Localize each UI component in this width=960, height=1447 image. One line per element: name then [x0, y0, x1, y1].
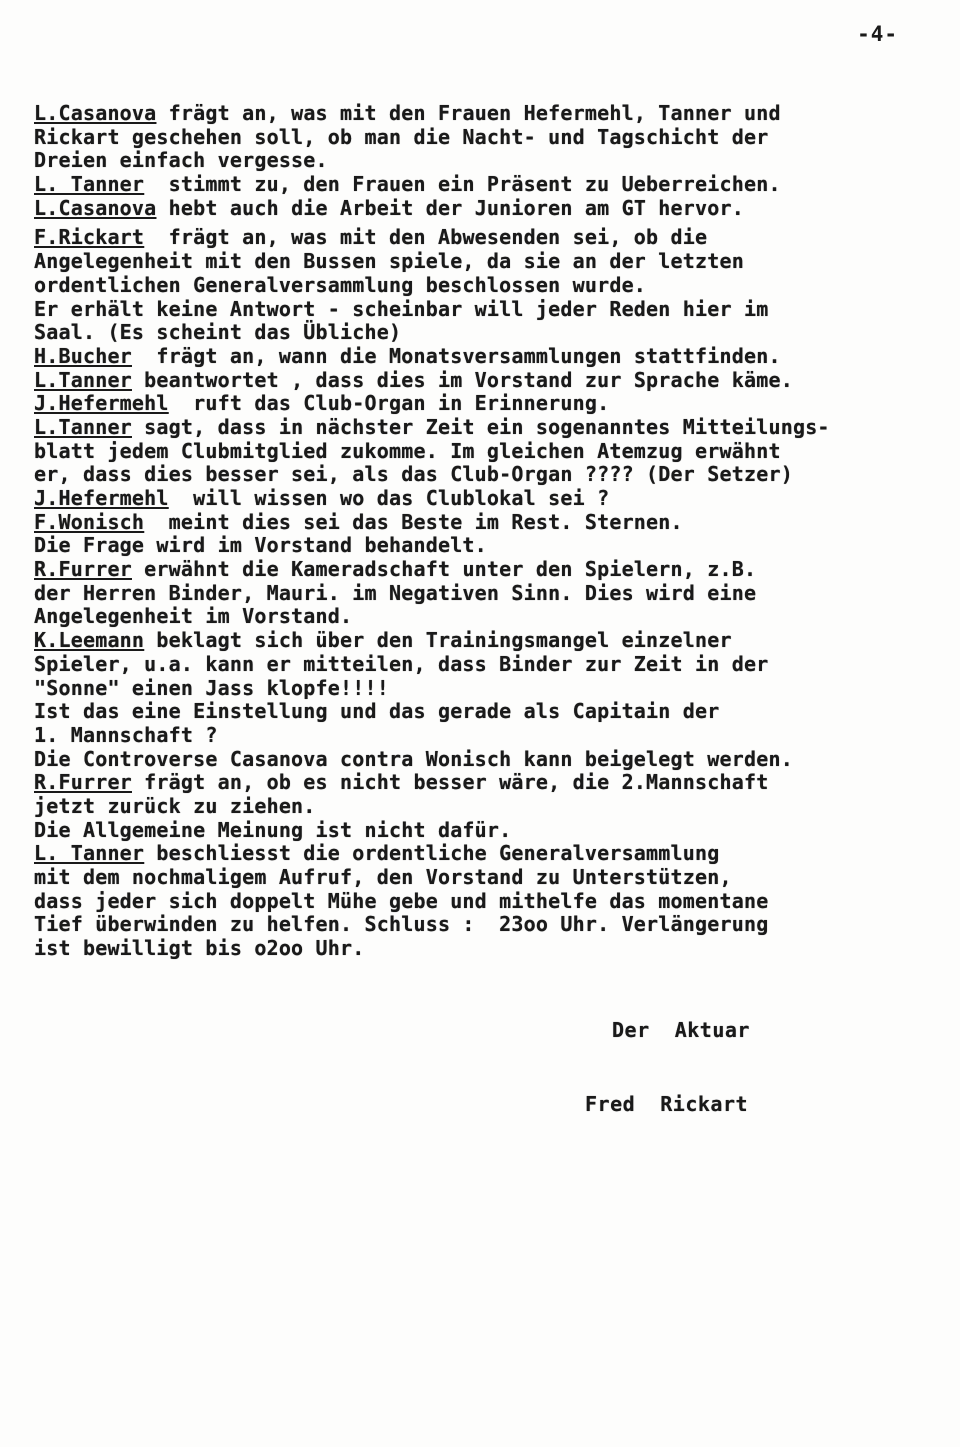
- speaker-name: L.Casanova: [34, 101, 157, 125]
- line-text: frägt an, wann die Monatsversammlungen stattfinden.: [131, 343, 781, 368]
- line-text: mit dem nochmaligem Aufruf, den Vorstand zu Unterstützen,: [34, 865, 732, 889]
- line-text: blatt jedem Clubmitglied zukomme. Im gleichen Atemzug erwähnt: [34, 438, 781, 463]
- speaker-name: L. Tanner: [34, 172, 145, 197]
- text-line: [34, 842, 934, 866]
- minutes-body: [34, 102, 934, 961]
- text-line: [34, 724, 934, 748]
- line-text: Die Frage wird im Vorstand behandelt.: [34, 533, 487, 558]
- line-text: er, dass dies besser sei, als das Club-Organ ???? (Der Setzer): [34, 462, 793, 487]
- line-text: Angelegenheit im Vorstand.: [34, 604, 353, 629]
- line-text: Ist das eine Einstellung und das gerade als Capitain der: [34, 699, 720, 724]
- text-line: [34, 102, 934, 126]
- speaker-name: H.Bucher: [34, 343, 132, 368]
- line-text: ist bewilligt bis o2oo Uhr.: [34, 936, 365, 961]
- line-text: sagt, dass in nächster Zeit ein sogenanntes Mitteilungs-: [131, 414, 830, 439]
- text-line: [34, 149, 934, 173]
- line-text: Spieler, u.a. kann er mitteilen, dass Binder zur Zeit in der: [34, 651, 769, 676]
- speaker-name: L.Tanner: [34, 367, 132, 392]
- line-text: meint dies sei das Beste im Rest. Sternen.: [144, 509, 683, 534]
- text-line: [34, 913, 934, 937]
- text-line: [34, 605, 934, 629]
- line-text: erwähnt die Kameradschaft unter den Spielern, z.B.: [131, 557, 757, 582]
- speaker-name: L. Tanner: [34, 841, 145, 866]
- text-line: [34, 653, 934, 677]
- text-line: [34, 534, 934, 558]
- text-line: [34, 890, 934, 914]
- line-text: Tief überwinden zu helfen. Schluss : 23oo Uhr. Verlängerung: [34, 912, 769, 937]
- line-text: dass jeder sich doppelt Mühe gebe und mithelfe das momentane: [34, 888, 769, 913]
- text-line: [34, 771, 934, 795]
- line-text: will wissen wo das Clublokal sei ?: [168, 486, 610, 510]
- text-line: [34, 463, 934, 487]
- line-text: stimmt zu, den Frauen ein Präsent zu Ueberreichen.: [144, 172, 781, 197]
- text-line: [34, 677, 934, 701]
- line-text: ruft das Club-Organ in Erinnerung.: [168, 391, 610, 416]
- text-line: [34, 416, 934, 440]
- speaker-name: R.Furrer: [34, 557, 132, 582]
- speaker-name: K.Leemann: [34, 628, 145, 653]
- line-text: hebt auch die Arbeit der Junioren am GT hervor.: [156, 195, 744, 220]
- speaker-name: L.Tanner: [34, 414, 132, 439]
- line-text: ordentlichen Generalversammlung beschlossen wurde.: [34, 272, 647, 297]
- line-text: jetzt zurück zu ziehen.: [34, 793, 316, 818]
- line-text: der Herren Binder, Mauri. im Negativen Sinn. Dies wird eine: [34, 580, 757, 605]
- line-text: Saal. (Es scheint das Übliche): [34, 320, 402, 345]
- line-text: 1. Mannschaft ?: [34, 722, 218, 747]
- text-line: [34, 226, 934, 250]
- speaker-name: F.Wonisch: [34, 509, 145, 534]
- text-line: [34, 700, 934, 724]
- text-line: [34, 748, 934, 772]
- text-line: [34, 197, 934, 221]
- line-text: frägt an, was mit den Frauen Hefermehl, Tanner und: [156, 101, 781, 125]
- text-line: [34, 511, 934, 535]
- line-text: beantwortet , dass dies im Vorstand zur Sprache käme.: [131, 367, 793, 392]
- text-line: [34, 126, 934, 150]
- text-line: [34, 250, 934, 274]
- line-text: Die Controverse Casanova contra Wonisch kann beigelegt werden.: [34, 746, 793, 771]
- signature-name: Fred Rickart: [585, 1092, 749, 1116]
- signature-role: Der Aktuar: [612, 1018, 750, 1042]
- page-number: -4-: [857, 22, 898, 46]
- line-text: frägt an, was mit den Abwesenden sei, ob die: [144, 225, 708, 250]
- speaker-name: R.Furrer: [34, 770, 132, 795]
- text-line: [34, 558, 934, 582]
- line-text: Angelegenheit mit den Bussen spiele, da sie an der letzten: [34, 249, 744, 274]
- text-line: [34, 298, 934, 322]
- text-line: [34, 274, 934, 298]
- text-line: [34, 487, 934, 511]
- text-line: [34, 392, 934, 416]
- line-text: frägt an, ob es nicht besser wäre, die 2.Mannschaft: [131, 770, 769, 795]
- speaker-name: J.Hefermehl: [34, 486, 169, 510]
- text-line: [34, 345, 934, 369]
- speaker-name: F.Rickart: [34, 225, 145, 250]
- text-line: [34, 819, 934, 843]
- line-text: beschliesst die ordentliche Generalversammlung: [144, 841, 720, 866]
- text-line: [34, 173, 934, 197]
- text-line: [34, 629, 934, 653]
- line-text: Rickart geschehen soll, ob man die Nacht- und Tagschicht der: [34, 124, 769, 149]
- text-line: [34, 795, 934, 819]
- speaker-name: J.Hefermehl: [34, 391, 169, 416]
- speaker-name: L.Casanova: [34, 195, 157, 220]
- text-line: [34, 369, 934, 393]
- line-text: beklagt sich über den Trainingsmangel einzelner: [144, 628, 732, 653]
- text-line: [34, 937, 934, 961]
- text-line: [34, 866, 934, 890]
- text-line: [34, 582, 934, 606]
- text-line: [34, 440, 934, 464]
- line-text: "Sonne" einen Jass klopfe!!!!: [34, 675, 389, 700]
- line-text: Die Allgemeine Meinung ist nicht dafür.: [34, 817, 512, 842]
- text-line: [34, 321, 934, 345]
- line-text: Dreien einfach vergesse.: [34, 148, 328, 173]
- line-text: Er erhält keine Antwort - scheinbar will jeder Reden hier im: [34, 296, 769, 321]
